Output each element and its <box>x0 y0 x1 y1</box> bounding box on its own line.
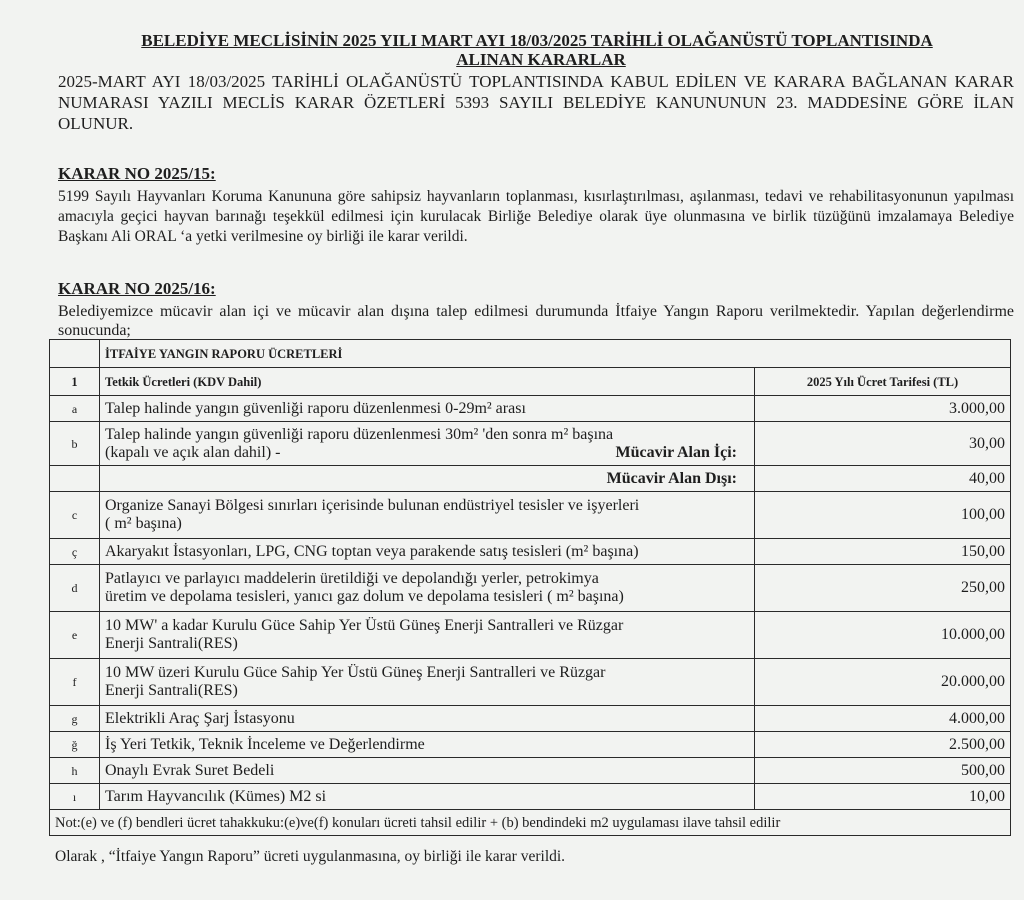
table-row: ğ İş Yeri Tetkik, Teknik İnceleme ve Değerlendirme 2.500,00 <box>50 732 1011 758</box>
mucavir-alan-disi-label: Mücavir Alan Dışı: <box>606 469 737 487</box>
table-row: c Organize Sanayi Bölgesi sınırları içerisinde bulunan endüstriyel tesisler ve işyerleri ( m² başına) 100,00 <box>50 492 1011 539</box>
karar-15-text: 5199 Sayılı Hayvanları Koruma Kanununa göre sahipsiz hayvanların toplanması, kısırlaştırılması, aşılanması, tedavi ve rehabilitasyonunun yapılması amacıyla geçici hayvan barınağı teşekkül edilmesi için kurulacak Birliğe Belediye olarak üye olunmasına ve birlik tüzüğünü imzalamaya Belediye Başkanı Ali ORAL ‘a yetki verilmesine oy birliği ile karar verildi. <box>58 188 1014 245</box>
table-note: Not:(e) ve (f) bendleri ücret tahakkuku:(e)ve(f) konuları ücreti tahsil edilir + (b) bendindeki m2 uygulaması ilave tahsil edilir <box>50 810 1011 836</box>
karar-16-text: Belediyemizce mücavir alan içi ve mücavir alan dışına talep edilmesi durumunda İtfaiye Yangın Raporu verilmektedir. Yapılan değerlendirme sonucunda; <box>58 303 1014 339</box>
karar-16-heading: KARAR NO 2025/16: <box>58 279 216 298</box>
table-row: ı Tarım Hayvancılık (Kümes) M2 si 10,00 <box>50 784 1011 810</box>
table-title: İTFAİYE YANGIN RAPORU ÜCRETLERİ <box>100 340 1011 368</box>
title-line-2: ALINAN KARARLAR <box>456 50 626 69</box>
table-row: f 10 MW üzeri Kurulu Güce Sahip Yer Üstü Güneş Enerji Santralleri ve Rüzgar Enerji Santrali(RES) 20.000,00 <box>50 659 1011 706</box>
table-row: Mücavir Alan Dışı: 40,00 <box>50 466 1011 492</box>
table-row: a Talep halinde yangın güvenliği raporu düzenlenmesi 0-29m² arası 3.000,00 <box>50 396 1011 422</box>
table-row: g Elektrikli Araç Şarj İstasyonu 4.000,00 <box>50 706 1011 732</box>
title-line-1: BELEDİYE MECLİSİNİN 2025 YILI MART AYI 18/03/2025 TARİHLİ OLAĞANÜSTÜ TOPLANTISINDA <box>141 31 933 50</box>
table-row: h Onaylı Evrak Suret Bedeli 500,00 <box>50 758 1011 784</box>
mucavir-alan-ici-label: Mücavir Alan İçi: <box>615 443 737 461</box>
table-row: ç Akaryakıt İstasyonları, LPG, CNG toptan veya parakende satış tesisleri (m² başına) 150,00 <box>50 539 1011 565</box>
table-row: d Patlayıcı ve parlayıcı maddelerin üretildiği ve depolandığı yerler, petrokimya üretim ve depolama tesisleri, yanıcı gaz dolum ve depolama tesisleri ( m² başına) 250,00 <box>50 565 1011 612</box>
header-value: 2025 Yılı Ücret Tarifesi (TL) <box>755 368 1011 396</box>
document-title <box>0 31 1024 69</box>
fee-table <box>49 339 1011 836</box>
header-index: 1 <box>50 368 100 396</box>
table-row: b Talep halinde yangın güvenliği raporu düzenlenmesi 30m² 'den sonra m² başına (kapalı ve açık alan dahil) - Mücavir Alan İçi: 30,00 <box>50 422 1011 466</box>
karar-15-heading: KARAR NO 2025/15: <box>58 164 216 183</box>
table-row: e 10 MW' a kadar Kurulu Güce Sahip Yer Üstü Güneş Enerji Santralleri ve Rüzgar Enerji Santrali(RES) 10.000,00 <box>50 612 1011 659</box>
header-description: Tetkik Ücretleri (KDV Dahil) <box>100 368 755 396</box>
intro-paragraph: 2025-MART AYI 18/03/2025 TARİHLİ OLAĞANÜSTÜ TOPLANTISINDA KABUL EDİLEN VE KARARA BAĞLANAN KARAR NUMARASI YAZILI MECLİS KARAR ÖZETLERİ 5393 SAYILI BELEDİYE KANUNUNUN 23. MADDESİNE GÖRE İLAN OLUNUR. <box>58 72 1014 133</box>
closing-sentence: Olarak , “İtfaiye Yangın Raporu” ücreti uygulanmasına, oy birliği ile karar verildi. <box>55 848 566 865</box>
